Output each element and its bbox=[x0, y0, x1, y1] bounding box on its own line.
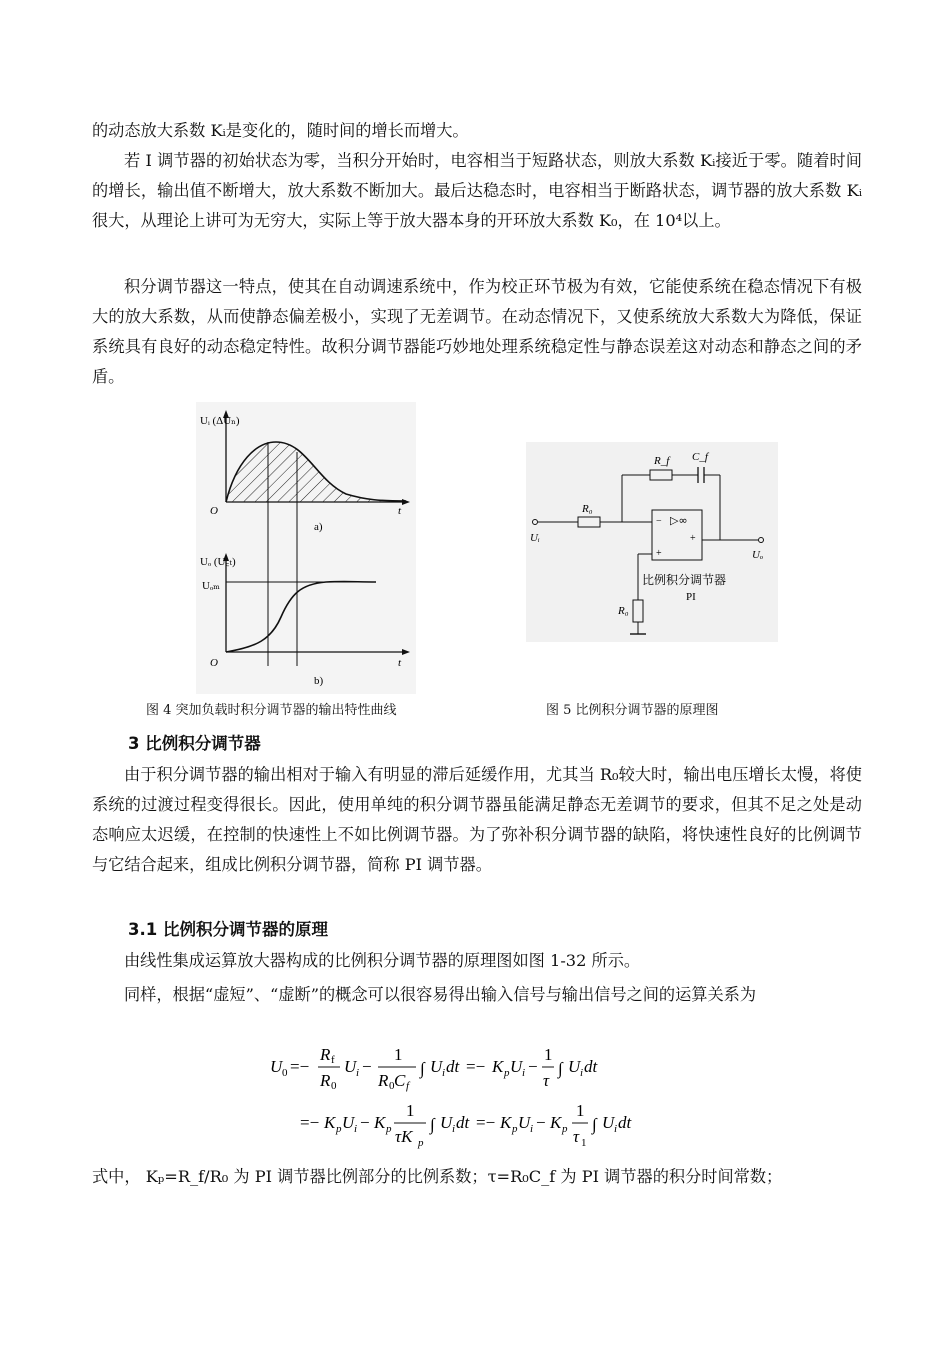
r0-label: R₀ bbox=[582, 503, 593, 515]
svg-text:∫: ∫ bbox=[430, 1115, 435, 1134]
svg-text:U: U bbox=[568, 1057, 581, 1076]
svg-text:=−: =− bbox=[300, 1113, 320, 1132]
svg-text:p: p bbox=[562, 1123, 568, 1135]
svg-text:U: U bbox=[270, 1057, 283, 1076]
pi-equation bbox=[270, 1040, 690, 1150]
paragraph-4: 由于积分调节器的输出相对于输入有明显的滞后延缓作用，尤其当 R₀较大时，输出电压增长太慢，将使系统的过渡过程变得很长。因此，使用单纯的积分调节器虽能满足静态无差调节的要求，但其不足之处是动态响应太迟缓，在控制的快速性上不如比例调节器。为了弥补积分调节器的缺陷，将快速性良好的比例调节与它结合起来，组成比例积分调节器，简称 PI 调节器。 bbox=[92, 765, 862, 874]
svg-text:−: − bbox=[536, 1113, 546, 1132]
figure-5-caption: 图 5 比例积分调节器的原理图 bbox=[546, 703, 719, 718]
svg-text:f: f bbox=[331, 1054, 335, 1066]
svg-text:U: U bbox=[342, 1113, 355, 1132]
svg-text:∫: ∫ bbox=[592, 1115, 597, 1134]
uo-label: Uₒ bbox=[752, 549, 764, 561]
svg-text:1: 1 bbox=[394, 1045, 403, 1064]
svg-text:1: 1 bbox=[576, 1101, 585, 1120]
svg-text:∫: ∫ bbox=[420, 1059, 425, 1078]
svg-text:K: K bbox=[550, 1113, 562, 1132]
svg-text:R: R bbox=[378, 1071, 389, 1090]
svg-text:∫: ∫ bbox=[558, 1059, 563, 1078]
svg-text:R: R bbox=[320, 1071, 331, 1090]
output-terminal bbox=[759, 538, 764, 543]
svg-text:p: p bbox=[504, 1067, 510, 1079]
bottom-t-label: t bbox=[398, 657, 402, 669]
svg-text:dt: dt bbox=[456, 1113, 470, 1132]
paragraph-5: 由线性集成运算放大器构成的比例积分调节器的原理图如图 1-32 所示。 bbox=[124, 951, 641, 970]
figure-4-integral-response-plot bbox=[196, 402, 416, 694]
svg-text:K: K bbox=[324, 1113, 336, 1132]
paragraph-1: 的动态放大系数 Kᵢ是变化的，随时间的增长而增大。 bbox=[92, 121, 469, 140]
svg-text:p: p bbox=[418, 1137, 424, 1149]
label-a: a) bbox=[314, 521, 323, 533]
opamp-minus: − bbox=[656, 516, 662, 527]
svg-text:C: C bbox=[394, 1071, 406, 1090]
svg-text:U: U bbox=[518, 1113, 531, 1132]
section-3-1-heading: 3.1 比例积分调节器的原理 bbox=[128, 920, 328, 939]
svg-text:i: i bbox=[442, 1067, 446, 1079]
svg-text:dt: dt bbox=[618, 1113, 632, 1132]
figure-4-caption: 图 4 突加负载时积分调节器的输出特性曲线 bbox=[146, 703, 397, 718]
svg-text:R: R bbox=[320, 1045, 331, 1064]
uom-label: Uₒₘ bbox=[202, 580, 220, 592]
svg-text:U: U bbox=[602, 1113, 615, 1132]
rf-label: R_f bbox=[654, 455, 670, 467]
svg-text:p: p bbox=[336, 1123, 342, 1135]
paragraph-6: 同样，根据“虚短”、“虚断”的概念可以很容易得出输入信号与输出信号之间的运算关系为 bbox=[124, 985, 757, 1004]
svg-text:K: K bbox=[500, 1113, 512, 1132]
svg-text:−: − bbox=[528, 1057, 538, 1076]
opamp-plus-in: + bbox=[656, 548, 662, 559]
svg-text:K: K bbox=[492, 1057, 504, 1076]
svg-text:i: i bbox=[356, 1067, 360, 1079]
rf-resistor bbox=[650, 470, 672, 480]
svg-text:i: i bbox=[580, 1067, 584, 1079]
svg-text:U: U bbox=[344, 1057, 357, 1076]
circuit-name-line1: 比例积分调节器 bbox=[642, 573, 727, 587]
top-origin-label: O bbox=[210, 505, 218, 517]
svg-text:0: 0 bbox=[282, 1067, 288, 1079]
opamp-plus-out: + bbox=[690, 533, 696, 544]
svg-text:i: i bbox=[522, 1067, 526, 1079]
opamp-symbol: ▷∞ bbox=[670, 514, 688, 527]
svg-text:−: − bbox=[362, 1057, 372, 1076]
svg-text:U: U bbox=[510, 1057, 523, 1076]
svg-text:U: U bbox=[440, 1113, 453, 1132]
circuit-name-line2: PI bbox=[686, 591, 696, 603]
svg-text:τ: τ bbox=[543, 1071, 550, 1090]
paragraph-2: 若 I 调节器的初始状态为零，当积分开始时，电容相当于短路状态，则放大系数 Kᵢ接近于零。随着时间的增长，输出值不断增大，放大系数不断加大。最后达稳态时，电容相当于断路状态，调节器的放大系数 Kᵢ很大，从理论上讲可为无穷大，实际上等于放大器本身的开环放大系数 K₀，在 10⁴以上。 bbox=[92, 151, 862, 230]
svg-text:dt: dt bbox=[446, 1057, 460, 1076]
svg-text:=−: =− bbox=[466, 1057, 486, 1076]
svg-text:−: − bbox=[360, 1113, 370, 1132]
svg-text:=−: =− bbox=[476, 1113, 496, 1132]
top-t-label: t bbox=[398, 505, 402, 517]
svg-text:U: U bbox=[430, 1057, 443, 1076]
r0-ground-resistor bbox=[633, 600, 643, 622]
svg-text:dt: dt bbox=[584, 1057, 598, 1076]
figure-5-svg bbox=[526, 442, 778, 642]
svg-text:i: i bbox=[354, 1123, 358, 1135]
output-curve bbox=[226, 582, 376, 652]
paragraph-7: 式中， Kₚ=R_f/R₀ 为 PI 调节器比例部分的比例系数；τ=R₀C_f 为 PI 调节器的积分时间常数； bbox=[92, 1167, 783, 1186]
input-terminal bbox=[533, 520, 538, 525]
svg-text:τK: τK bbox=[395, 1127, 413, 1146]
svg-text:1: 1 bbox=[544, 1045, 553, 1064]
bottom-origin-label: O bbox=[210, 657, 218, 669]
svg-text:0: 0 bbox=[331, 1080, 337, 1092]
svg-text:K: K bbox=[374, 1113, 386, 1132]
svg-text:i: i bbox=[614, 1123, 618, 1135]
label-b: b) bbox=[314, 675, 324, 687]
paragraph-3: 积分调节器这一特点，使其在自动调速系统中，作为校正环节极为有效，它能使系统在稳态情况下有极大的放大系数，从而使静态偏差极小，实现了无差调节。在动态情况下，又使系统放大系数大为降低，保证系统具有良好的动态稳定特性。故积分调节器能巧妙地处理系统稳定性与静态误差这对动态和静态之间的矛盾。 bbox=[92, 277, 862, 386]
r0-resistor bbox=[578, 517, 600, 527]
svg-text:f: f bbox=[406, 1080, 410, 1092]
ui-label: Uᵢ bbox=[530, 532, 540, 544]
svg-text:p: p bbox=[386, 1123, 392, 1135]
svg-text:τ: τ bbox=[573, 1127, 580, 1146]
r0-ground-label: R₀ bbox=[618, 605, 629, 617]
cf-label: C_f bbox=[692, 451, 708, 463]
svg-text:p: p bbox=[512, 1123, 518, 1135]
figure-4-svg bbox=[196, 402, 416, 694]
svg-text:1: 1 bbox=[581, 1137, 587, 1149]
section-3-heading: 3 比例积分调节器 bbox=[128, 734, 261, 753]
svg-text:i: i bbox=[530, 1123, 534, 1135]
svg-text:i: i bbox=[452, 1123, 456, 1135]
top-y-label: Uᵢ (ΔUₙ) bbox=[200, 415, 240, 427]
svg-text:0: 0 bbox=[389, 1080, 395, 1092]
figure-5-pi-circuit bbox=[526, 442, 778, 642]
svg-text:=−: =− bbox=[290, 1057, 310, 1076]
svg-text:1: 1 bbox=[406, 1101, 415, 1120]
bottom-y-label: Uₒ (U꜀ₜ) bbox=[200, 556, 236, 568]
